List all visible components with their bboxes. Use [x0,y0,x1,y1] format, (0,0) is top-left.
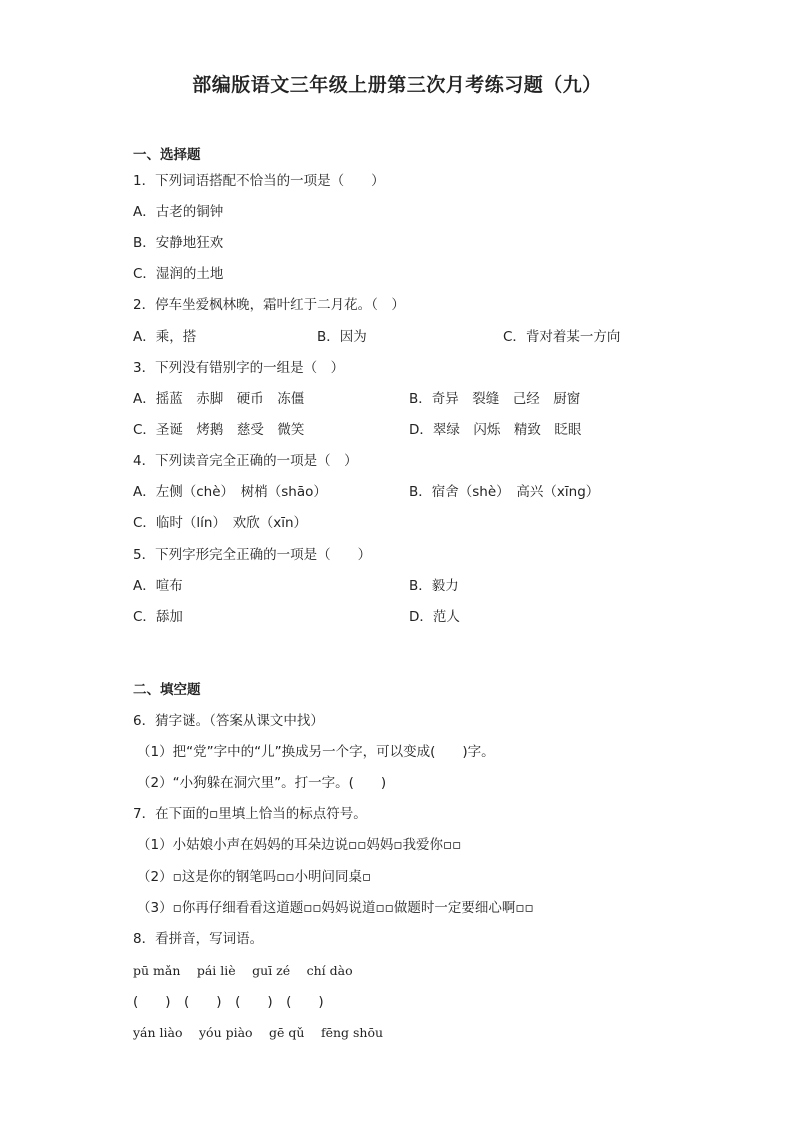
question-2-option-c: C．背对着某一方向 [503,329,621,345]
question-7-part-2: （2）▫这是你的钢笔吗▫▫小明问同桌▫ [137,869,372,885]
document-title: 部编版语文三年级上册第三次月考练习题（九） [192,74,602,96]
question-3-option-c: C．圣诞 烤鹅 慈受 微笑 [133,422,305,438]
question-4-option-b: B．宿舍（shè） 高兴（xīng） [409,484,600,500]
question-3-option-d: D．翠绿 闪烁 精致 眨眼 [409,422,582,438]
question-5-option-d: D．范人 [409,609,460,625]
question-2-option-b: B．因为 [317,329,367,345]
question-5-option-b: B．毅力 [409,578,459,594]
question-7-stem: 7．在下面的▫里填上恰当的标点符号。 [133,806,367,822]
question-5-option-c: C．舔加 [133,609,183,625]
question-6-part-2: （2）“小狗躲在洞穴里”。打一字。( ) [137,775,387,791]
question-4-stem: 4．下列读音完全正确的一项是（ ） [133,453,358,469]
question-3-option-a: A．摇蓝 赤脚 硬币 冻僵 [133,391,305,407]
question-2-stem: 2．停车坐爱枫林晚，霜叶红于二月花。（ ） [133,297,405,313]
pinyin-row-1: pū mǎn pái liè guī zé chí dào [133,963,353,978]
question-1-option-a: A．古老的铜钟 [133,204,224,220]
question-1-stem: 1．下列词语搭配不恰当的一项是（ ） [133,173,385,189]
question-8-stem: 8．看拼音，写词语。 [133,931,264,947]
section-heading-choice: 一、选择题 [133,147,201,163]
question-4-option-a: A．左侧（chè） 树梢（shāo） [133,484,327,500]
question-1-option-b: B．安静地狂欢 [133,235,224,251]
answer-blanks-row: ( ) ( ) ( ) ( ) [133,994,324,1010]
question-6-stem: 6．猜字谜。（答案从课文中找） [133,713,324,729]
question-7-part-3: （3）▫你再仔细看看这道题▫▫妈妈说道▫▫做题时一定要细心啊▫▫ [137,900,534,916]
question-5-stem: 5．下列字形完全正确的一项是（ ） [133,547,372,563]
question-2-option-a: A．乘，搭 [133,329,197,345]
question-1-option-c: C．湿润的土地 [133,266,224,282]
section-heading-fill: 二、填空题 [133,682,201,698]
pinyin-row-2: yán liào yóu piào gē qǔ fēng shōu [133,1025,384,1040]
question-3-stem: 3．下列没有错别字的一组是（ ） [133,360,345,376]
question-5-option-a: A．喧布 [133,578,183,594]
question-6-part-1: （1）把“党”字中的“儿”换成另一个字，可以变成( )字。 [137,744,495,760]
question-3-option-b: B．奇异 裂缝 己经 厨窗 [409,391,581,407]
question-4-option-c: C．临时（lín） 欢欣（xīn） [133,515,308,531]
question-7-part-1: （1）小姑娘小声在妈妈的耳朵边说▫▫妈妈▫我爱你▫▫ [137,837,462,853]
